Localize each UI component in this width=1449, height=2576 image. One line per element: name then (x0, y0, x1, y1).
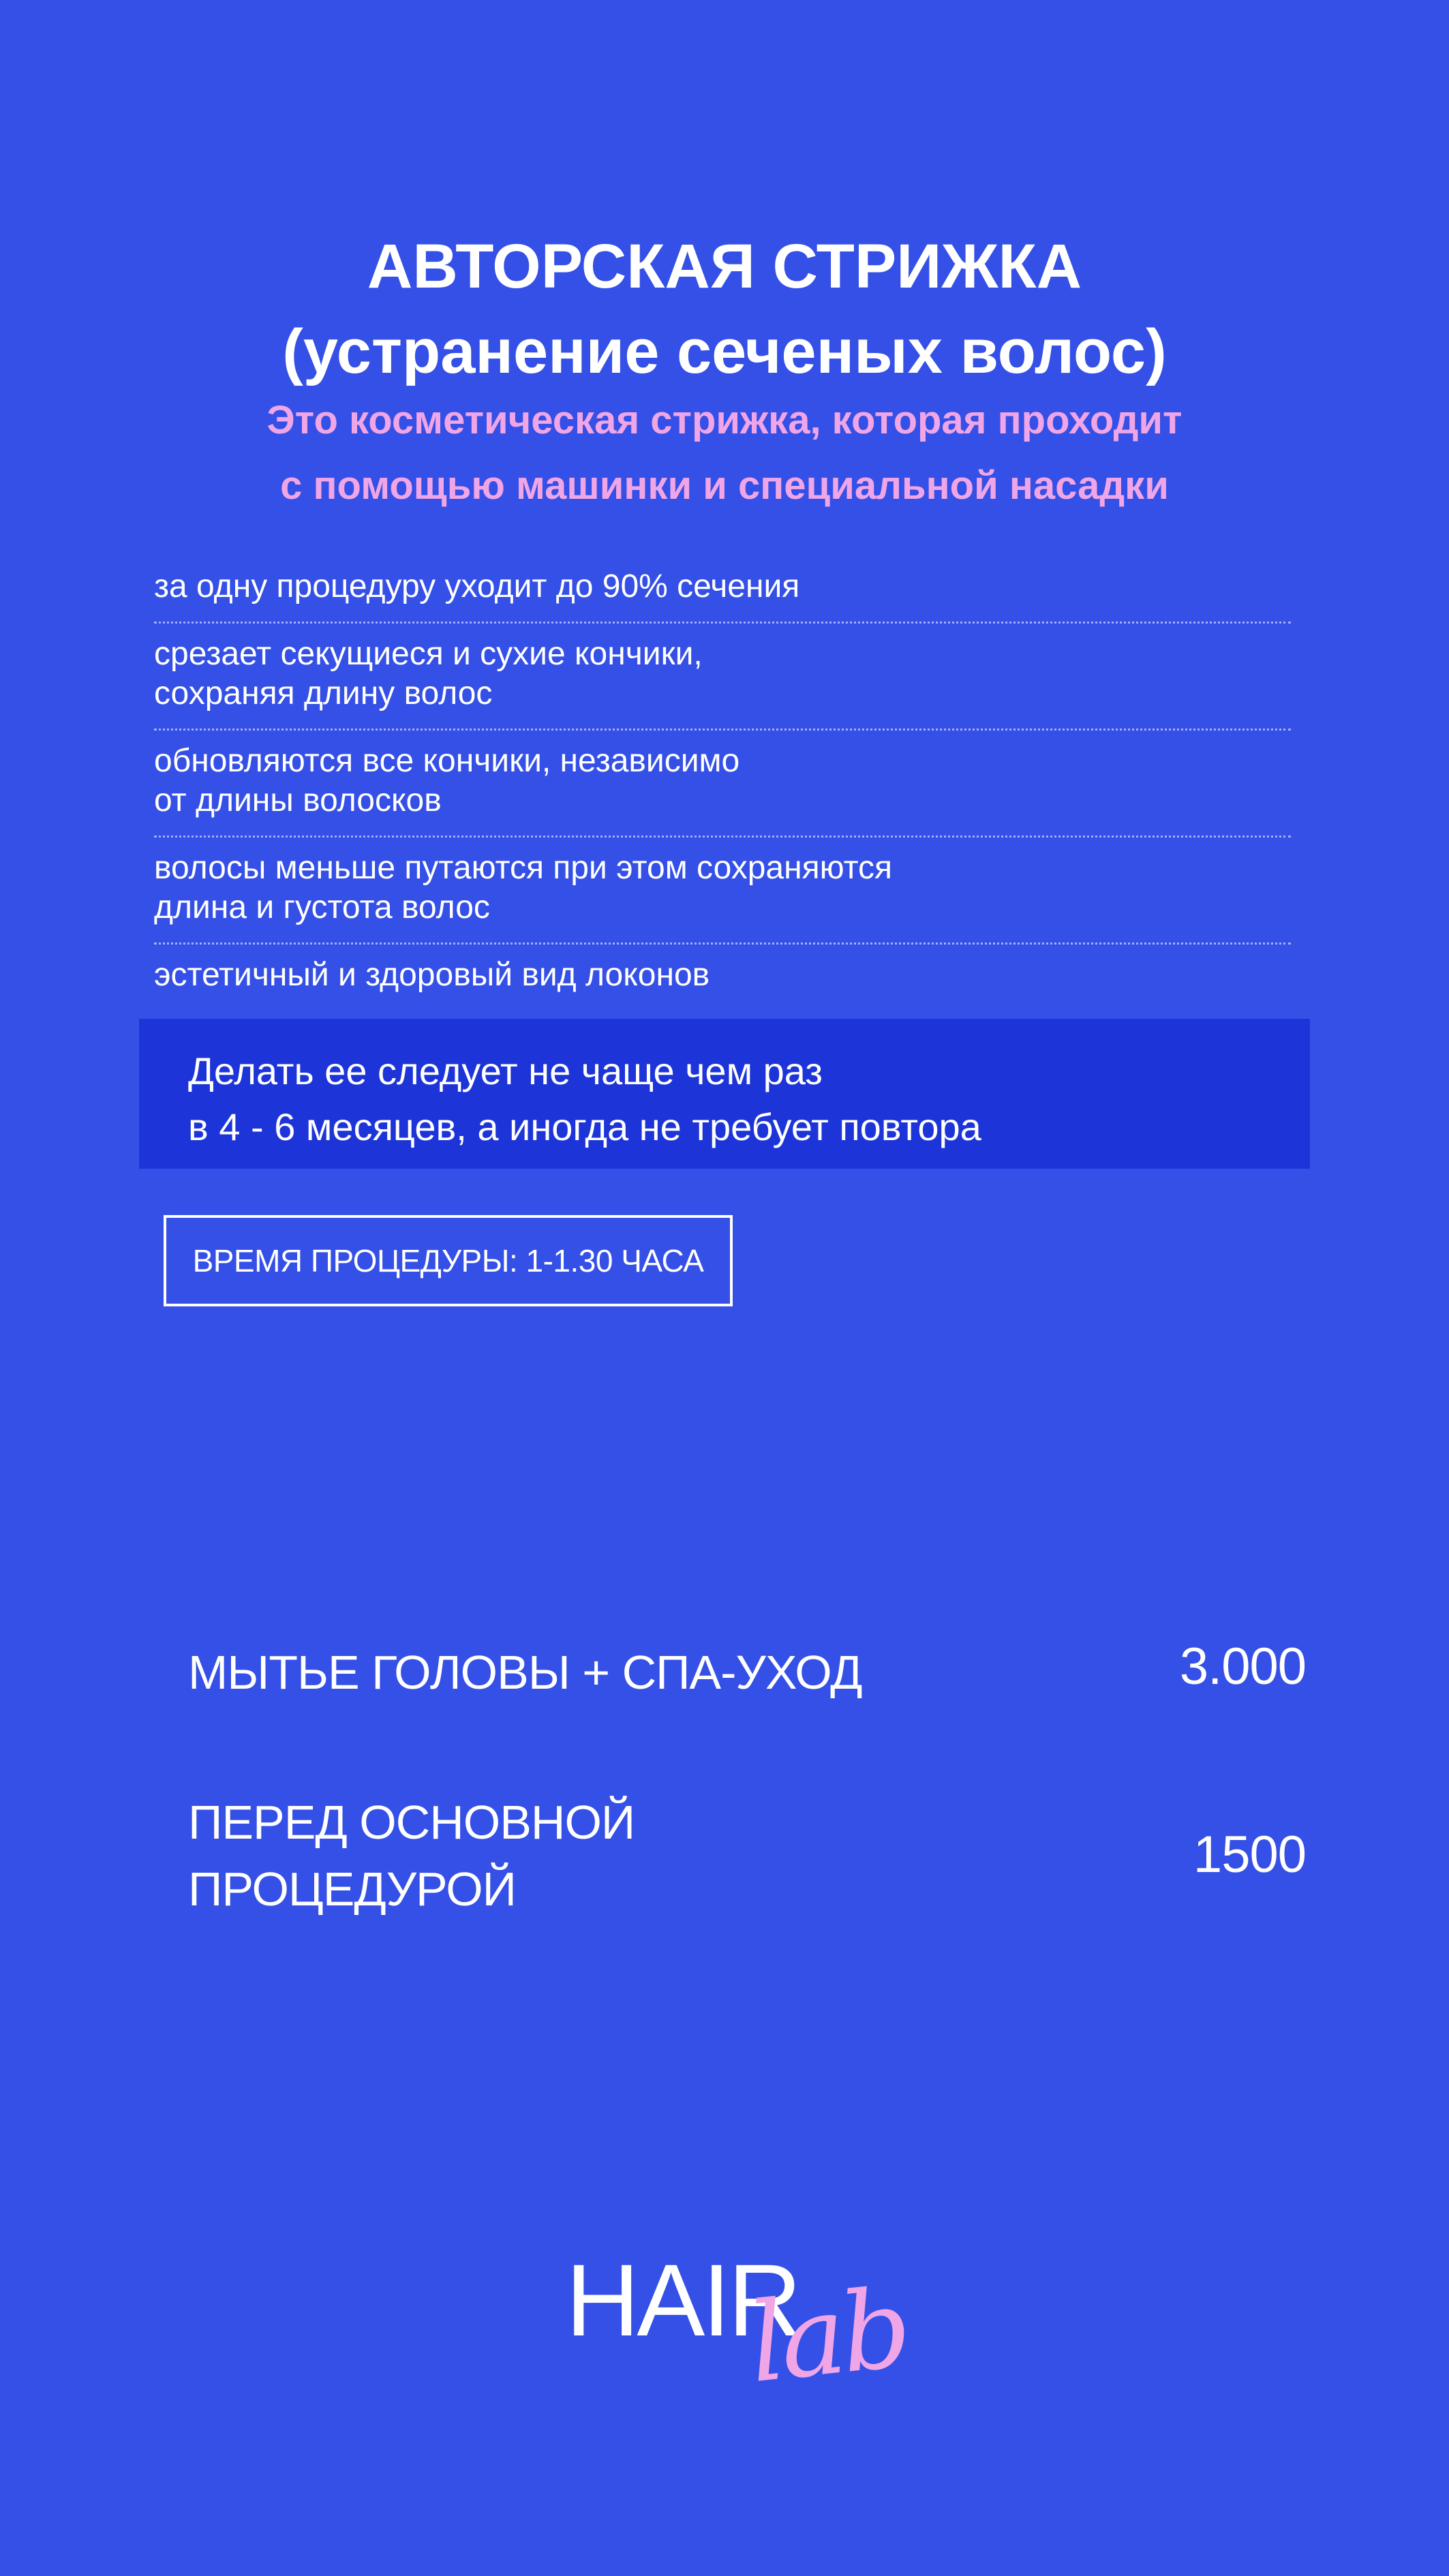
list-item-text: за одну процедуру уходит до 90% сечения (154, 568, 800, 604)
price-row-value: 3.000 (1179, 1638, 1306, 1696)
price-row-name (188, 1789, 635, 1922)
list-item-text: срезает секущиеся и сухие кончики, (154, 636, 703, 672)
list-item (154, 838, 1291, 945)
price-row-name-line: МЫТЬЕ ГОЛОВЫ + СПА-УХОД (188, 1646, 862, 1699)
description-line-2: с помощью машинки и специальной насадки (280, 463, 1169, 508)
brand-logo (566, 2243, 913, 2426)
page-title: АВТОРСКАЯ СТРИЖКА (367, 232, 1082, 301)
logo-wordmark: HAIR (566, 2243, 799, 2357)
price-row-name (188, 1639, 862, 1706)
frequency-note (139, 1019, 1310, 1169)
benefits-list (154, 559, 1291, 1010)
list-item (154, 945, 1291, 1010)
price-row (188, 1789, 1306, 1932)
list-item (154, 624, 1291, 731)
price-row (188, 1639, 1306, 1714)
frequency-note-line-1: Делать ее следует не чаще чем раз (188, 1049, 823, 1092)
page-title-subline: (устранение сеченых волос) (282, 317, 1167, 386)
list-item-text: сохраняя длину волос (154, 675, 493, 711)
list-item (154, 559, 1291, 624)
logo-script: lab (743, 2263, 913, 2408)
duration-badge: ВРЕМЯ ПРОЦЕДУРЫ: 1-1.30 ЧАСА (164, 1215, 733, 1306)
list-item-text: эстетичный и здоровый вид локонов (154, 957, 710, 993)
frequency-note-line-2: в 4 - 6 месяцев, а иногда не требует повтора (188, 1105, 981, 1148)
price-row-value: 1500 (1193, 1826, 1306, 1884)
price-row-name-line: ПРОЦЕДУРОЙ (188, 1862, 516, 1916)
list-item-text: обновляются все кончики, независимо (154, 743, 740, 779)
description-line-1: Это косметическая стрижка, которая проходит (266, 398, 1183, 442)
list-item-text: волосы меньше путаются при этом сохраняются (154, 850, 892, 886)
list-item-text: от длины волосков (154, 782, 442, 818)
price-row-name-line: ПЕРЕД ОСНОВНОЙ (188, 1796, 635, 1849)
list-item (154, 731, 1291, 838)
list-item-text: длина и густота волос (154, 889, 490, 925)
